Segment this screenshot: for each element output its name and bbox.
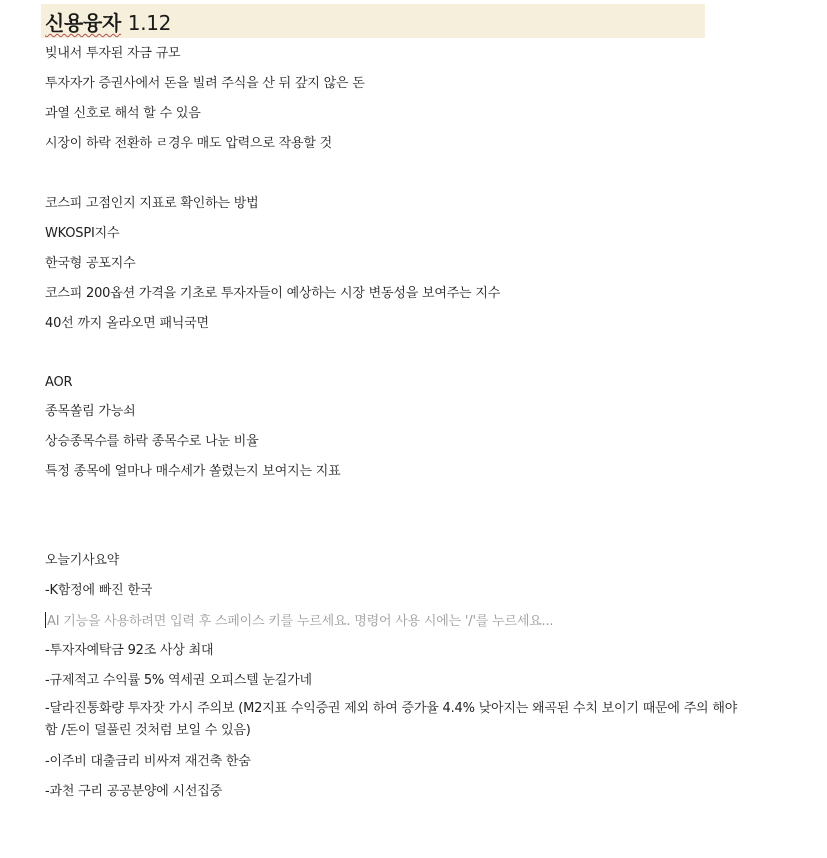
text-line[interactable]: -과천 구리 공공분양에 시선집중 <box>45 784 222 799</box>
text-line[interactable]: 종목쏠림 가능쇠 <box>45 404 136 419</box>
text-line[interactable]: 빚내서 투자된 자금 규모 <box>45 46 181 61</box>
text-line[interactable]: -투자자예탁금 92조 사상 최대 <box>45 643 214 658</box>
text-line[interactable]: 과열 신호로 해석 할 수 있음 <box>45 106 201 121</box>
text-line[interactable]: 시장이 하락 전환하 ㄹ경우 매도 압력으로 작용할 것 <box>45 136 333 151</box>
ai-placeholder-text: AI 기능을 사용하려면 입력 후 스페이스 키를 누르세요. 명령어 사용 시에는 '/'를 누르세요... <box>47 614 554 629</box>
text-line[interactable]: -K함정에 빠진 한국 <box>45 583 153 598</box>
text-line[interactable]: 투자자가 증권사에서 돈을 빌려 주식을 산 뒤 갚지 않은 돈 <box>45 76 365 91</box>
title-text: 신용융자 <box>45 11 122 35</box>
title-date: 1.12 <box>127 11 172 35</box>
ai-placeholder-line[interactable] <box>45 612 553 631</box>
page-title[interactable] <box>45 7 171 36</box>
text-line[interactable]: 상승종목수를 하락 종목수로 나눈 비율 <box>45 434 259 449</box>
text-line[interactable]: 특정 종목에 얼마나 매수세가 쏠렸는지 보여지는 지표 <box>45 464 341 479</box>
section-heading[interactable]: 오늘기사요약 <box>45 553 120 568</box>
text-line[interactable]: WKOSPI지수 <box>45 226 120 241</box>
text-line[interactable]: 한국형 공포지수 <box>45 256 136 271</box>
text-line[interactable]: -달라진통화량 투자잣 가시 주의보 (M2지표 수익증권 제외 하여 증가율 4.4% 낮아지는 왜곡된 수치 보이기 때문에 주의 해야함 /돈이 덜풀린 것처럼 보일 수 있음) <box>45 701 738 738</box>
text-line[interactable]: 코스피 고점인지 지표로 확인하는 방법 <box>45 196 259 211</box>
text-line[interactable]: -규제적고 수익률 5% 역세권 오피스텔 눈길가네 <box>45 673 312 688</box>
text-line[interactable]: 코스피 200옵션 가격을 기초로 투자자들이 예상하는 시장 변동성을 보여주는 지수 <box>45 286 501 301</box>
text-line[interactable]: -이주비 대출금리 비싸져 재건축 한숨 <box>45 754 251 769</box>
text-line[interactable]: AOR <box>45 375 73 390</box>
text-line[interactable]: 40선 까지 올라오면 패닉국면 <box>45 316 209 331</box>
text-caret <box>45 612 46 628</box>
